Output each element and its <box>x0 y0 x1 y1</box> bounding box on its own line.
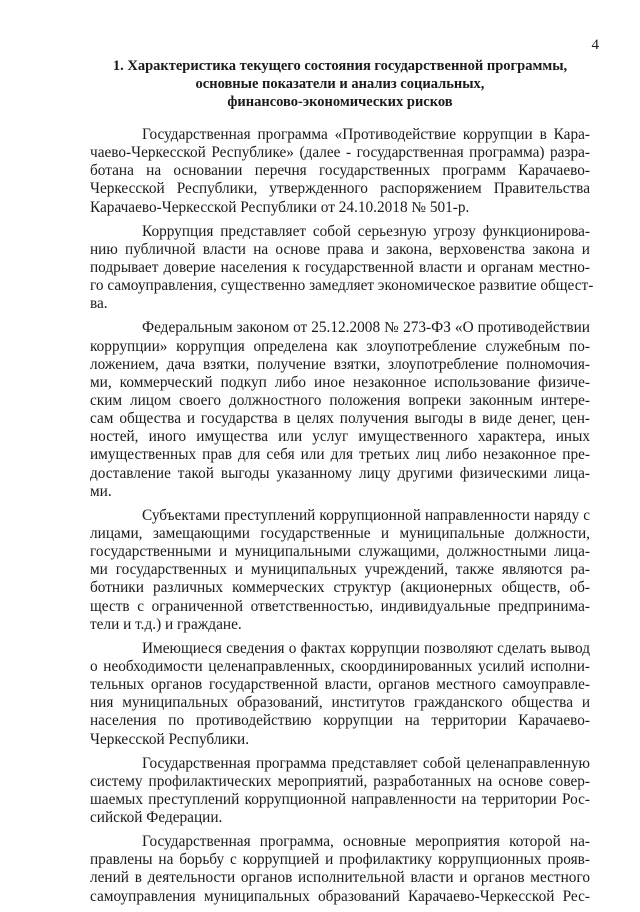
heading-line: финансово-экономических рисков <box>227 94 453 110</box>
text-line: лицами, замещающими государственные и муниципальные должности, <box>90 524 590 542</box>
text-line: ностей, иного имущества или услуг имущественного характера, иных <box>90 428 590 446</box>
text-line: о необходимости целенаправленных, скоординированных усилий исполни- <box>90 657 590 675</box>
paragraph <box>90 507 590 634</box>
page-number: 4 <box>591 37 599 53</box>
text-line: подрывает доверие населения к государственной власти и органам местно- <box>90 258 590 276</box>
text-line: шаемых преступлений коррупционной направленности на территории Рос- <box>90 790 590 808</box>
text-line: населения по противодействию коррупции на территории Карачаево- <box>90 712 590 730</box>
text-line: коррупции» коррупция определена как злоупотребление служебным по- <box>90 337 590 355</box>
text-line: сийской Федерации. <box>90 809 223 827</box>
text-line: ботники различных коммерческих структур (акционерных обществ, об- <box>90 579 590 597</box>
text-line: Черкесской Республики, утвержденного распоряжением Правительства <box>90 180 590 198</box>
heading-line: 1. Характеристика текущего состояния государственной программы, <box>112 58 568 74</box>
text-line: правлены на борьбу с коррупцией и профилактику коррупционных прояв- <box>90 851 590 869</box>
text-line: ским лицом своего должностного положения вопреки законным интере- <box>90 391 590 409</box>
text-line: имущественных прав для себя или для третьих лиц либо незаконное пре- <box>90 446 590 464</box>
text-line: ми, коммерческий подкуп либо иное незаконное использование физиче- <box>90 373 590 391</box>
paragraph <box>90 222 594 314</box>
text-line: ва. <box>90 295 108 313</box>
text-line: систему профилактических мероприятий, разработанных на основе совер- <box>90 772 590 790</box>
paragraph <box>90 319 590 500</box>
text-line: ми. <box>90 482 112 500</box>
text-line: Субъектами преступлений коррупционной направленности наряду с <box>142 506 590 524</box>
paragraph <box>90 833 590 906</box>
text-line: Черкесской Республики. <box>90 730 250 748</box>
paragraph <box>90 126 590 217</box>
text-line: Федеральным законом от 25.12.2008 № 273-ФЗ «О противодействии <box>142 319 590 337</box>
paragraph <box>90 640 590 749</box>
text-line: ществ с ограниченной ответственностью, индивидуальные предпринима- <box>90 597 590 615</box>
text-line: Государственная программа представляет собой целенаправленную <box>142 754 590 772</box>
text-line: ми государственных и муниципальных учреждений, также являются ра- <box>90 561 590 579</box>
text-line: Государственная программа, основные мероприятия которой на- <box>142 833 590 851</box>
text-line: тели и т.д.) и граждане. <box>90 615 242 633</box>
text-line: государственными и муниципальными служащими, должностными лица- <box>90 543 590 561</box>
text-line: самоуправления муниципальных образований Карачаево-Черкесской Рес- <box>90 887 590 905</box>
text-line: доставление такой выгоды указанному лицу другими физическими лица- <box>90 464 590 482</box>
text-line: Карачаево-Черкесской Республики от 24.10.2018 № 501-р. <box>90 198 470 216</box>
text-line: чаево-Черкесской Республике» (далее - государственная программа) разра- <box>90 144 590 162</box>
section-heading <box>90 57 590 111</box>
text-line: тельных органов государственной власти, органов местного самоуправле- <box>90 676 590 694</box>
text-line: ния муниципальных образований, институтов гражданского общества и <box>90 694 590 712</box>
text-line: ложением, дача взятки, получение взятки, злоупотребление полномочия- <box>90 355 590 373</box>
text-line: Коррупция представляет собой серьезную угрозу функционирова- <box>142 222 590 240</box>
text-line: Государственная программа «Противодействие коррупции в Кара- <box>142 126 590 143</box>
body-text <box>90 126 594 912</box>
text-line: нию публичной власти на основе права и закона, верховенства закона и <box>90 240 590 258</box>
heading-line: основные показатели и анализ социальных, <box>195 76 485 92</box>
text-line: лений в деятельности органов исполнительной власти и органов местного <box>90 869 590 887</box>
text-line: Имеющиеся сведения о фактах коррупции позволяют сделать вывод <box>142 639 590 657</box>
text-line: сам общества и государства в целях получения выгоды в виде денег, цен- <box>90 410 590 428</box>
paragraph <box>90 755 590 828</box>
text-line: го самоуправления, существенно замедляет экономическое развитие общест- <box>90 277 594 295</box>
text-line: ботана на основании перечня государственных программ Карачаево- <box>90 162 590 180</box>
